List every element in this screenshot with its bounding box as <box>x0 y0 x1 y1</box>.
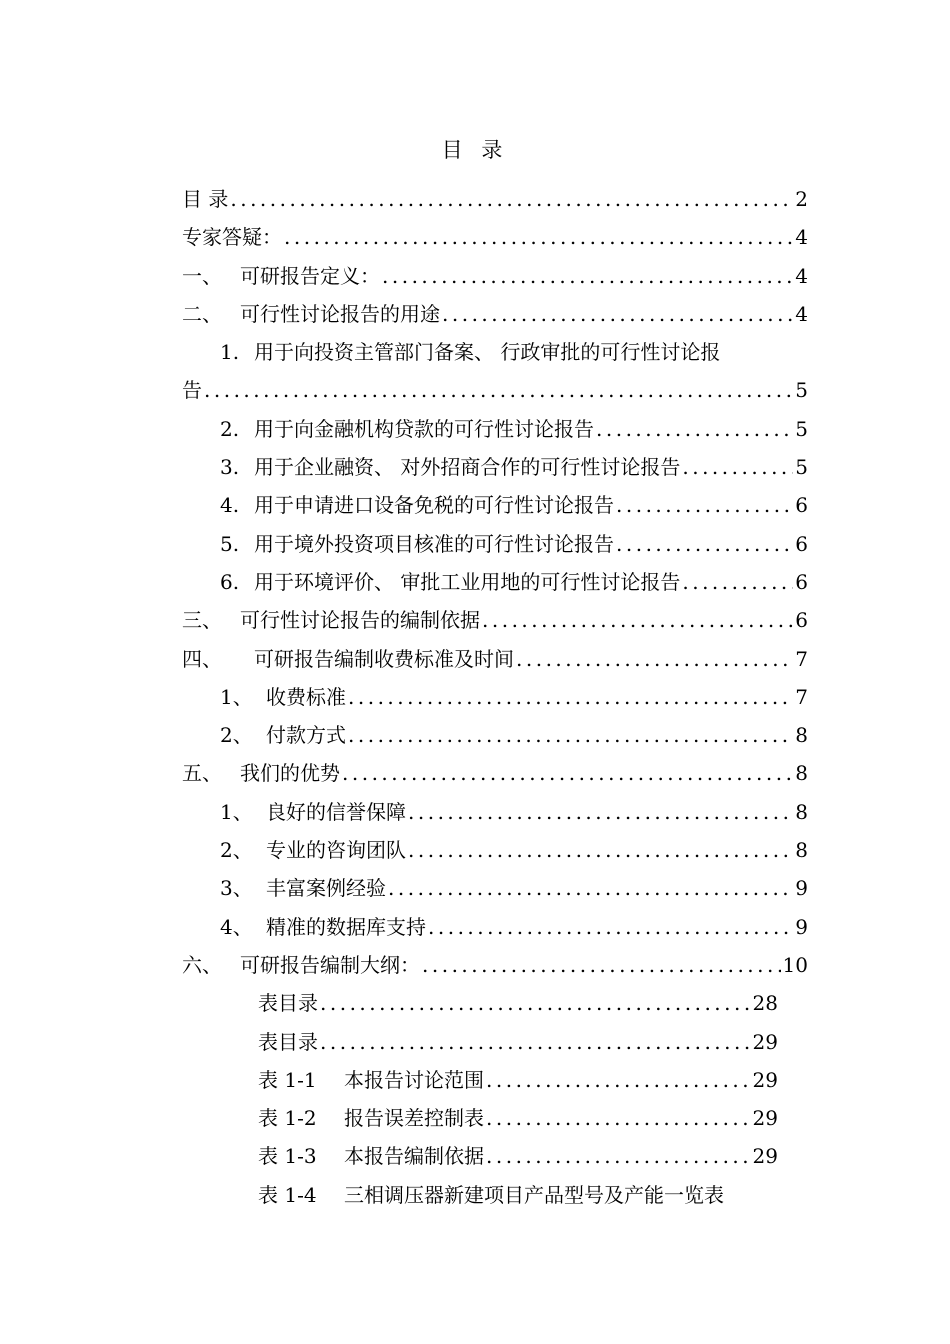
dot-leader <box>682 448 793 486</box>
toc-entry-number: 表 1-2 <box>258 1106 317 1131</box>
toc-entry-number: 一、 <box>182 263 222 288</box>
toc-entry[interactable] <box>182 218 808 256</box>
dot-leader <box>342 754 793 792</box>
toc-entry-page: 4 <box>795 263 808 288</box>
dot-leader <box>320 984 751 1022</box>
toc-entry-continued[interactable] <box>182 371 808 409</box>
toc-entry-title: 我们的优势 <box>240 761 340 786</box>
toc-entry[interactable] <box>182 525 808 563</box>
dot-leader <box>616 525 793 563</box>
toc-entry-number: 2. <box>220 416 240 441</box>
toc-entry-page: 8 <box>795 838 808 863</box>
toc-entry-page: 5 <box>795 416 808 441</box>
toc-entry[interactable] <box>182 678 808 716</box>
toc-entry[interactable] <box>182 563 808 601</box>
toc-entry-title: 本报告讨论范围 <box>344 1067 484 1092</box>
toc-entry-page: 5 <box>795 378 808 403</box>
dot-leader <box>230 180 793 218</box>
page-title: 目 录 <box>441 138 509 162</box>
toc-entry-number: 2、 <box>220 838 253 863</box>
dot-leader <box>422 946 781 984</box>
toc-entry[interactable] <box>182 1023 778 1061</box>
toc-entry-title: 专家答疑： <box>182 225 282 250</box>
toc-entry-number: 五、 <box>182 761 222 786</box>
toc-entry[interactable] <box>182 180 808 218</box>
toc-entry-page: 4 <box>795 301 808 326</box>
toc-entry-title: 丰富案例经验 <box>266 876 386 901</box>
toc-entry-title: 表目录 <box>258 991 318 1016</box>
toc-entry[interactable] <box>182 984 778 1022</box>
toc-entry-title: 精准的数据库支持 <box>266 914 426 939</box>
dot-leader <box>428 908 793 946</box>
toc-entry-page: 6 <box>795 608 808 633</box>
dot-leader <box>596 410 793 448</box>
toc-entry[interactable] <box>182 486 808 524</box>
toc-entry-title: 可研报告定义： <box>240 263 380 288</box>
dot-leader <box>486 1061 751 1099</box>
toc-entry-number: 1、 <box>220 684 253 709</box>
dot-leader <box>320 1023 751 1061</box>
dot-leader <box>486 1137 751 1175</box>
toc-entry-title: 专业的咨询团队 <box>266 838 406 863</box>
toc-entry-page: 29 <box>752 1067 778 1092</box>
toc-entry-title: 可行性讨论报告的用途 <box>240 301 440 326</box>
toc-entry[interactable] <box>182 410 808 448</box>
toc-entry-page: 8 <box>795 761 808 786</box>
dot-leader <box>284 218 793 256</box>
toc-entry-page: 8 <box>795 799 808 824</box>
toc-entry[interactable] <box>182 831 808 869</box>
toc-entry-title: 可研报告编制收费标准及时间 <box>254 646 514 671</box>
toc-entry-page: 29 <box>752 1106 778 1131</box>
toc-entry[interactable] <box>182 295 808 333</box>
toc-entry-number: 5. <box>220 531 240 556</box>
toc-entry[interactable] <box>182 333 808 371</box>
toc-entry-number: 3、 <box>220 876 253 901</box>
toc-entry-number: 表 1-3 <box>258 1144 317 1169</box>
toc-entry-page: 9 <box>795 914 808 939</box>
toc-entry-title: 用于境外投资项目核准的可行性讨论报告 <box>254 531 614 556</box>
toc-entry-number: 四、 <box>182 646 222 671</box>
toc-entry[interactable] <box>182 640 808 678</box>
toc-entry-number: 表 1-4 <box>258 1182 317 1207</box>
toc-entry-title: 本报告编制依据 <box>344 1144 484 1169</box>
toc-entry-title: 表目录 <box>258 1029 318 1054</box>
toc-entry[interactable] <box>182 1099 778 1137</box>
toc-entry-number: 4. <box>220 493 240 518</box>
toc-entry-page: 8 <box>795 723 808 748</box>
toc-entry-number: 二、 <box>182 301 222 326</box>
toc-entry-page: 6 <box>795 531 808 556</box>
toc-entry-title: 目 录 <box>182 187 229 211</box>
dot-leader <box>204 371 793 409</box>
toc-entry[interactable] <box>182 1137 778 1175</box>
toc-entry-page: 6 <box>795 493 808 518</box>
toc-entry[interactable] <box>182 793 808 831</box>
dot-leader <box>486 1099 751 1137</box>
toc-entry-title: 用于向金融机构贷款的可行性讨论报告 <box>254 416 594 441</box>
toc-entry-page: 28 <box>752 991 778 1016</box>
toc-entry-page: 2 <box>795 187 808 211</box>
toc-entry-page: 7 <box>795 646 808 671</box>
toc-entry[interactable] <box>182 257 808 295</box>
toc-entry-title: 可研报告编制大纲： <box>240 952 420 977</box>
toc-entry-title: 报告误差控制表 <box>344 1106 484 1131</box>
toc-entry-title: 收费标准 <box>266 684 346 709</box>
toc-entry-number: 4、 <box>220 914 253 939</box>
toc-entry-title: 告 <box>182 378 202 403</box>
dot-leader <box>348 716 793 754</box>
toc-entry-page: 5 <box>795 455 808 480</box>
toc-entry-title: 可行性讨论报告的编制依据 <box>240 608 480 633</box>
dot-leader <box>616 486 793 524</box>
toc-entry-title: 付款方式 <box>266 723 346 748</box>
toc-entry-number: 表 1-1 <box>258 1067 317 1092</box>
toc-entry-number: 六、 <box>182 952 222 977</box>
toc-entry-number: 1、 <box>220 799 253 824</box>
toc-entry-page: 10 <box>782 952 808 977</box>
dot-leader <box>408 793 793 831</box>
dot-leader <box>482 601 793 639</box>
dot-leader <box>408 831 793 869</box>
dot-leader <box>516 640 793 678</box>
toc-entry-page: 29 <box>752 1144 778 1169</box>
toc-entry-title: 用于申请进口设备免税的可行性讨论报告 <box>254 493 614 518</box>
toc-entry-page: 9 <box>795 876 808 901</box>
dot-leader <box>388 869 793 907</box>
toc-entry[interactable] <box>182 946 808 984</box>
toc-entry-number: 三、 <box>182 608 222 633</box>
toc-entry-page: 29 <box>752 1029 778 1054</box>
toc-entry[interactable] <box>182 869 808 907</box>
toc-entry-page: 4 <box>795 225 808 250</box>
dot-leader <box>348 678 793 716</box>
toc-entry-title: 良好的信誉保障 <box>266 799 406 824</box>
toc-entry-page: 7 <box>795 684 808 709</box>
toc-entry-number: 3. <box>220 455 240 480</box>
toc-entry-number: 1. <box>220 340 240 365</box>
toc-entry-number: 6. <box>220 569 240 594</box>
toc-entry[interactable] <box>182 601 808 639</box>
toc-entry[interactable] <box>182 754 808 792</box>
toc-entry[interactable] <box>182 1061 778 1099</box>
dot-leader <box>682 563 793 601</box>
toc-entry[interactable] <box>182 908 808 946</box>
toc-entry-number: 2、 <box>220 723 253 748</box>
toc-entry[interactable] <box>182 448 808 486</box>
toc-entry-title: 用于环境评价、 审批工业用地的可行性讨论报告 <box>254 569 681 594</box>
toc-entry[interactable] <box>182 1176 808 1214</box>
dot-leader <box>382 257 793 295</box>
toc-entry-page: 6 <box>795 569 808 594</box>
toc-entry-title: 三相调压器新建项目产品型号及产能一览表 <box>344 1182 724 1207</box>
dot-leader <box>442 295 793 333</box>
toc-entry-title: 用于企业融资、 对外招商合作的可行性讨论报告 <box>254 455 681 480</box>
table-of-contents <box>182 180 808 1214</box>
toc-entry-title: 用于向投资主管部门备案、 行政审批的可行性讨论报 <box>254 340 721 365</box>
toc-entry[interactable] <box>182 716 808 754</box>
